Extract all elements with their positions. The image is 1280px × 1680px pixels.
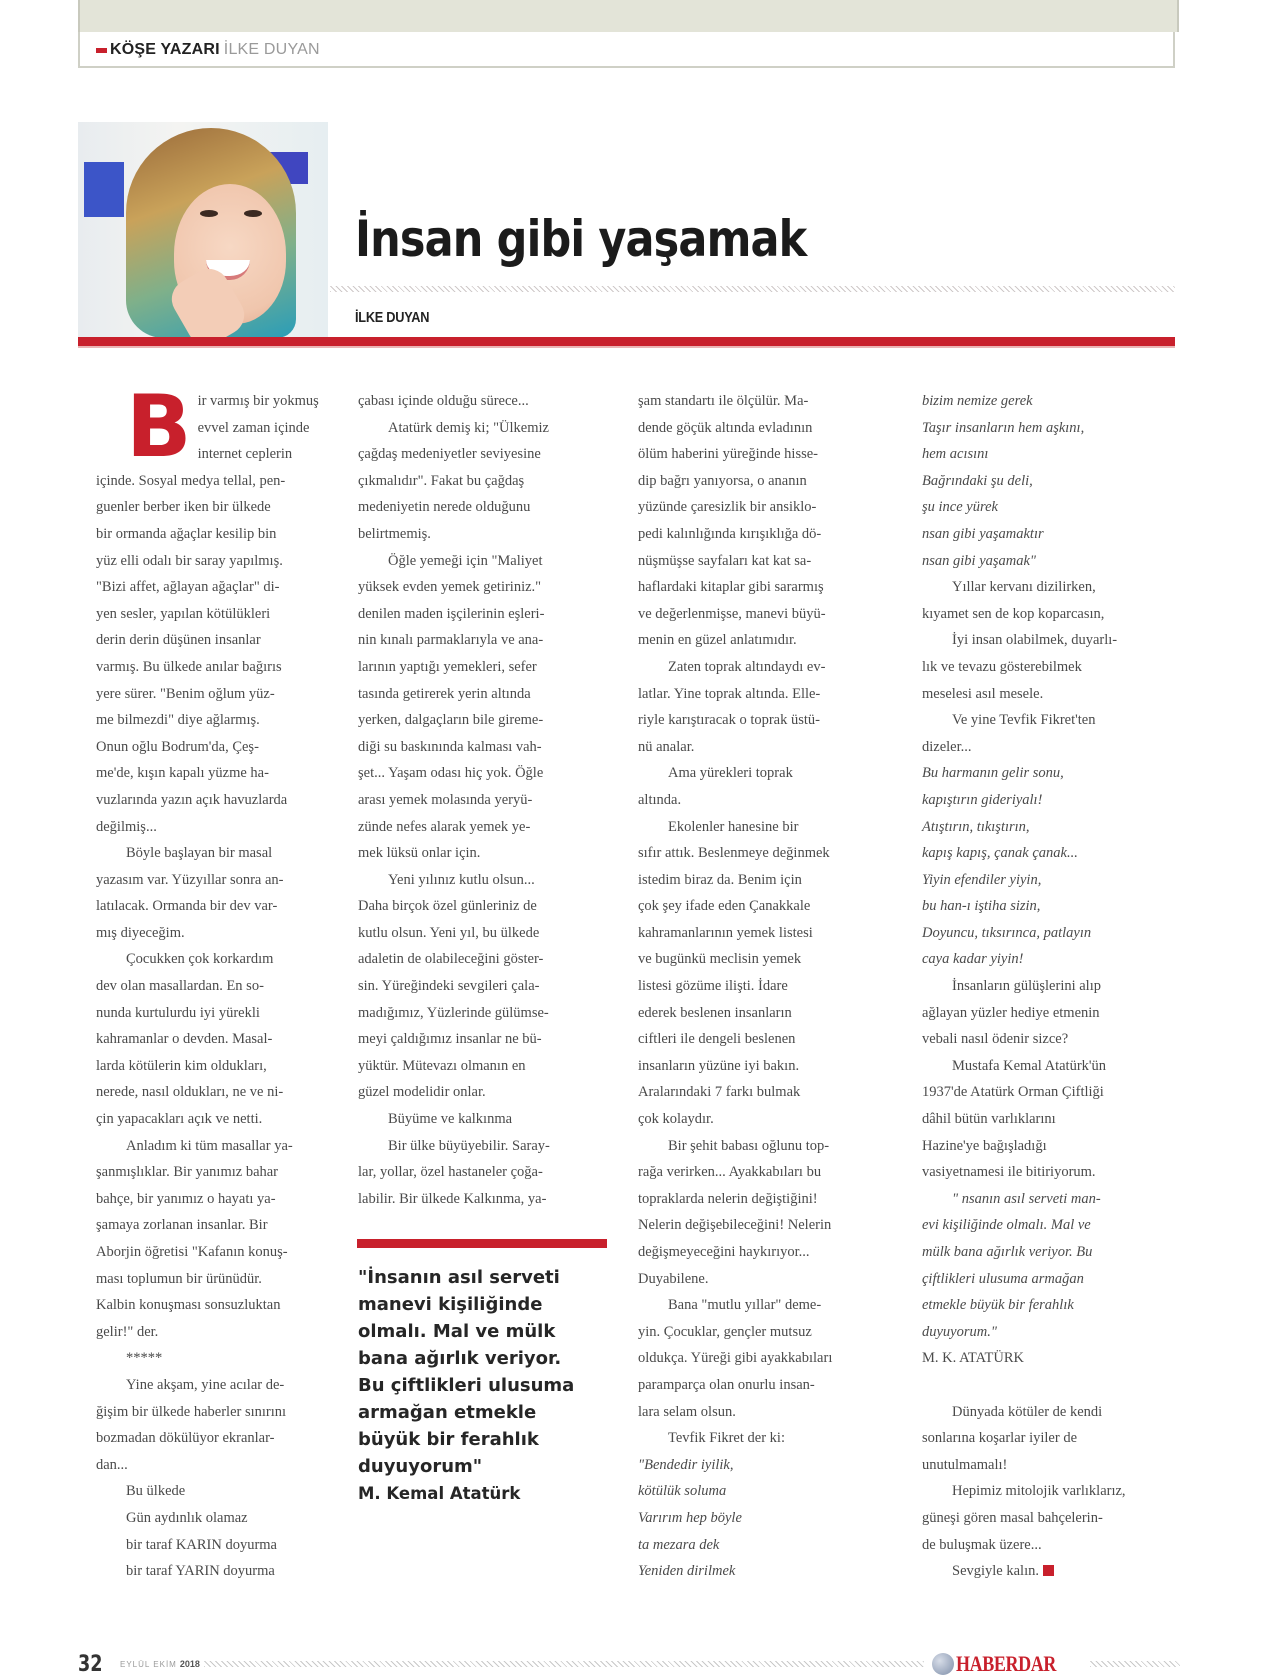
footer-pattern <box>1090 1661 1180 1667</box>
paragraph: "Bendedir iyilik, kötülük soluma Varırım hep böyle ta mezara dek Yeniden dirilmek <box>638 1456 742 1580</box>
paragraph: İnsanların gülüşlerini alıp ağlayan yüzler hediye etmenin vebali nasıl ödenir sizce? <box>922 978 1101 1048</box>
article-column-2 <box>358 388 596 1212</box>
article-column-1 <box>96 377 334 1585</box>
paragraph: İyi insan olabilmek, duyarlı- lık ve tevazu gösterebilmek meselesi asıl mesele. <box>922 632 1118 702</box>
paragraph: Anladım ki tüm masallar ya- şanmışlıklar. Bir yanımız bahar bahçe, bir yanımız o hayatı ya- şamaya zorlanan insanlar. Bir Aborjin öğretisi "Kafanın konuş- ması toplumun bir ürünüdür. Kalbin konuşması sonsuzluktan gelir!" der. <box>96 1137 293 1340</box>
paragraph: ***** <box>126 1350 163 1367</box>
paragraph: Öğle yemeği için "Maliyet yüksek evden yemek getiriniz." denilen maden işçilerinin eşleri- nin kınalı parmaklarıyla ve ana- larının yaptığı yemekleri, sefer tasında getirerek yerin altında yerken, dalgaçların bile gireme- diği su baskınında kalması vah- şet... Yaşam odası hiç yok. Öğle arası yemek molasında yeryü- zünde nefes alarak yemek ye- mek lüksü onlar için. <box>358 552 545 862</box>
article-title: İnsan gibi yaşamak <box>355 210 807 268</box>
paragraph: Bir şehit babası oğlunu top- rağa verirken... Ayakkabıları bu topraklarda nelerin değiştiğini! Nelerin değişebileceğini! Nelerin değişmeyeceğini haykırıyor... Duyabilene. <box>638 1137 832 1287</box>
paragraph: Sevgiyle kalın. <box>922 1558 1160 1585</box>
article-column-4 <box>922 388 1160 1585</box>
paragraph: Böyle başlayan bir masal yazasım var. Yüzyıllar sonra an- latılacak. Ormanda bir dev var- mış diyeceğim. <box>96 845 284 941</box>
paragraph: Bana "mutlu yıllar" deme- yin. Çocuklar, gençler mutsuz oldukça. Yüreği gibi ayakkabıları paramparça olan onurlu insan- lara selam olsun. <box>638 1297 833 1420</box>
brand-logo <box>932 1651 1078 1677</box>
paragraph: Tevfik Fikret der ki: <box>668 1430 785 1447</box>
pullquote-text: "İnsanın asıl serveti manevi kişiliğinde olmalı. Mal ve mülk bana ağırlık veriyor. Bu çiftlikleri ulusuma armağan etmekle büyük bir ferahlık duyuyorum" <box>358 1267 575 1477</box>
paragraph: Büyüme ve kalkınma <box>388 1111 513 1128</box>
section-label <box>96 41 320 59</box>
section-author: İLKE DUYAN <box>223 41 320 58</box>
paragraph: Yine akşam, yine acılar de- ğişim bir ülkede haberler sınırını bozmadan dökülüyor ekranlar- dan... <box>96 1376 287 1473</box>
paragraph: Bir ülke büyüyebilir. Saray- lar, yollar, özel hastaneler çoğa- labilir. Bir ülkede Kalkınma, ya- <box>358 1137 550 1207</box>
page-footer <box>78 1652 1280 1676</box>
paragraph: Ve yine Tevfik Fikret'ten dizeler... <box>922 712 1096 755</box>
paragraph <box>922 1372 1160 1399</box>
paragraph: Hepimiz mitolojik varlıklarız, güneşi gören masal bahçelerin- de buluşmak üzere... <box>922 1483 1126 1553</box>
section-kicker: KÖŞE YAZARI <box>110 41 220 58</box>
paragraph: şam standartı ile ölçülür. Ma- dende göçük altında evladının ölüm haberini yüreğinde hisse- dip bağrı yanıyorsa, o ananın yüzünde çaresizlik bir ansiklo- pedi kalınlığında kırışıklığa dö- nüşmüşse sayfaları kat kat sa- haflardaki kitaplar gibi sararmış ve değerlenmişse, manevi büyü- menin en güzel anlatımıdır. <box>638 393 826 649</box>
paragraph: Mustafa Kemal Atatürk'ün 1937'de Atatürk Orman Çiftliği dâhil bütün varlıklarını Hazine'ye bağışladığı vasiyetnamesi ile bitiriyorum. <box>922 1057 1107 1181</box>
end-mark-icon <box>1043 1565 1054 1576</box>
paragraph: bizim nemize gerek Taşır insanların hem aşkını, hem acısını Bağrındaki şu deli, şu ince yürek nsan gibi yaşamaktır nsan gibi yaşamak" <box>922 393 1085 569</box>
article-column-3 <box>638 388 876 1585</box>
pullquote-attribution: M. Kemal Atatürk <box>358 1484 521 1503</box>
author-photo <box>78 122 328 338</box>
paragraph: Zaten toprak altındaydı ev- latlar. Yine toprak altında. Elle- riyle karıştıracak o toprak üstü- nü analar. <box>638 658 826 755</box>
paragraph: ir varmış bir yokmuş evvel zaman içinde internet ceplerin içinde. Sosyal medya tellal, pen- guenler berber iken bir ülkede bir ormanda ağaçlar kesilip bin yüz elli odalı bir saray yapılmış. "Bizi affet, ağlayan ağaçlar" di- yen sesler, yapılan kötülükleri derin derin düşünen insanlar varmış. Bu ülkede anılar bağırıs yere sürer. "Benim oğlum yüz- me bilmezdi" diye ağlarmış. Onun oğlu Bodrum'da, Çeş- me'de, kışın kapalı yüzme ha- vuzlarında yazın açık havuzlarda değilmiş... <box>96 393 319 835</box>
paragraph: M. K. ATATÜRK <box>922 1350 1024 1367</box>
paragraph: Bu harmanın gelir sonu, kapıştırın gideriyalı! Atıştırın, tıkıştırın, kapış kapış, çanak çanak... Yiyin efendiler yiyin, bu han-ı iştiha sizin, Doyuncu, tıksırınca, patlayın caya kadar yiyin! <box>922 765 1092 968</box>
title-divider <box>330 286 1175 292</box>
paragraph: Atatürk demiş ki; "Ülkemiz çağdaş medeniyetler seviyesine çıkmalıdır". Fakat bu çağdaş medeniyetin nerede olduğunu belirtmemiş. <box>358 419 549 542</box>
drop-cap: B <box>126 377 192 477</box>
pullquote <box>358 1264 608 1507</box>
paragraph: Dünyada kötüler de kendi sonlarına koşarlar iyiler de unutulmamalı! <box>922 1403 1103 1473</box>
top-band <box>78 0 1179 32</box>
red-dash-icon <box>96 48 107 53</box>
paragraph: Çocukken çok korkardım dev olan masallardan. En so- nunda kurtulurdu iyi yürekli kahramanlar o devden. Masal- larda kötülerin kim oldukları, nerede, nasıl oldukları, ne ve ni- çin yapacakları açık ve netti. <box>96 951 284 1128</box>
article-byline: İLKE DUYAN <box>355 309 430 326</box>
pullquote-rule <box>357 1239 607 1248</box>
globe-icon <box>932 1653 954 1675</box>
header-red-rule <box>78 337 1175 348</box>
paragraph: Bu ülkede Gün aydınlık olamaz bir taraf KARIN doyurma bir taraf YARIN doyurma <box>126 1483 277 1580</box>
footer-pattern <box>204 1661 924 1667</box>
brand-name: HABERDAR <box>955 1651 1056 1676</box>
paragraph: Yeni yılınız kutlu olsun... Daha birçok özel günleriniz de kutlu olsun. Yeni yıl, bu ülkede adaletin de olabileceğini göster- sin. Yüreğindeki sevgileri çala- madığımız, Yüzlerinde gülümse- meyi çaldığımız insanlar ne bü- yüktür. Mütevazı olmanın en güzel modelidir onlar. <box>358 871 549 1101</box>
issue-label: EYLÜL EKİM <box>120 1659 177 1669</box>
paragraph: Ekolenler hanesine bir sıfır attık. Beslenmeye değinmek istedim biraz da. Benim için çok şey ifade eden Çanakkale kahramanlarının yemek listesi ve bugünkü meclisin yemek listesi gözüme ilişti. İdare ederek beslenen insanların ciftleri ile dengeli beslenen insanların yüzüne iyi bakın. Aralarındaki 7 farkı bulmak çok kolaydır. <box>638 818 830 1128</box>
issue-year: 2018 <box>179 1659 200 1669</box>
paragraph: " nsanın asıl serveti man- evi kişiliğinde olmalı. Mal ve mülk bana ağırlık veriyor. Bu çiftlikleri ulusuma armağan etmekle büyük bir ferahlık duyuyorum." <box>922 1190 1101 1340</box>
paragraph: Yıllar kervanı dizilirken, kıyamet sen de kop koparcasın, <box>922 579 1105 622</box>
paragraph: çabası içinde olduğu sürece... <box>358 393 529 409</box>
paragraph: Ama yürekleri toprak altında. <box>638 765 793 808</box>
page-number: 32 <box>78 1651 103 1677</box>
